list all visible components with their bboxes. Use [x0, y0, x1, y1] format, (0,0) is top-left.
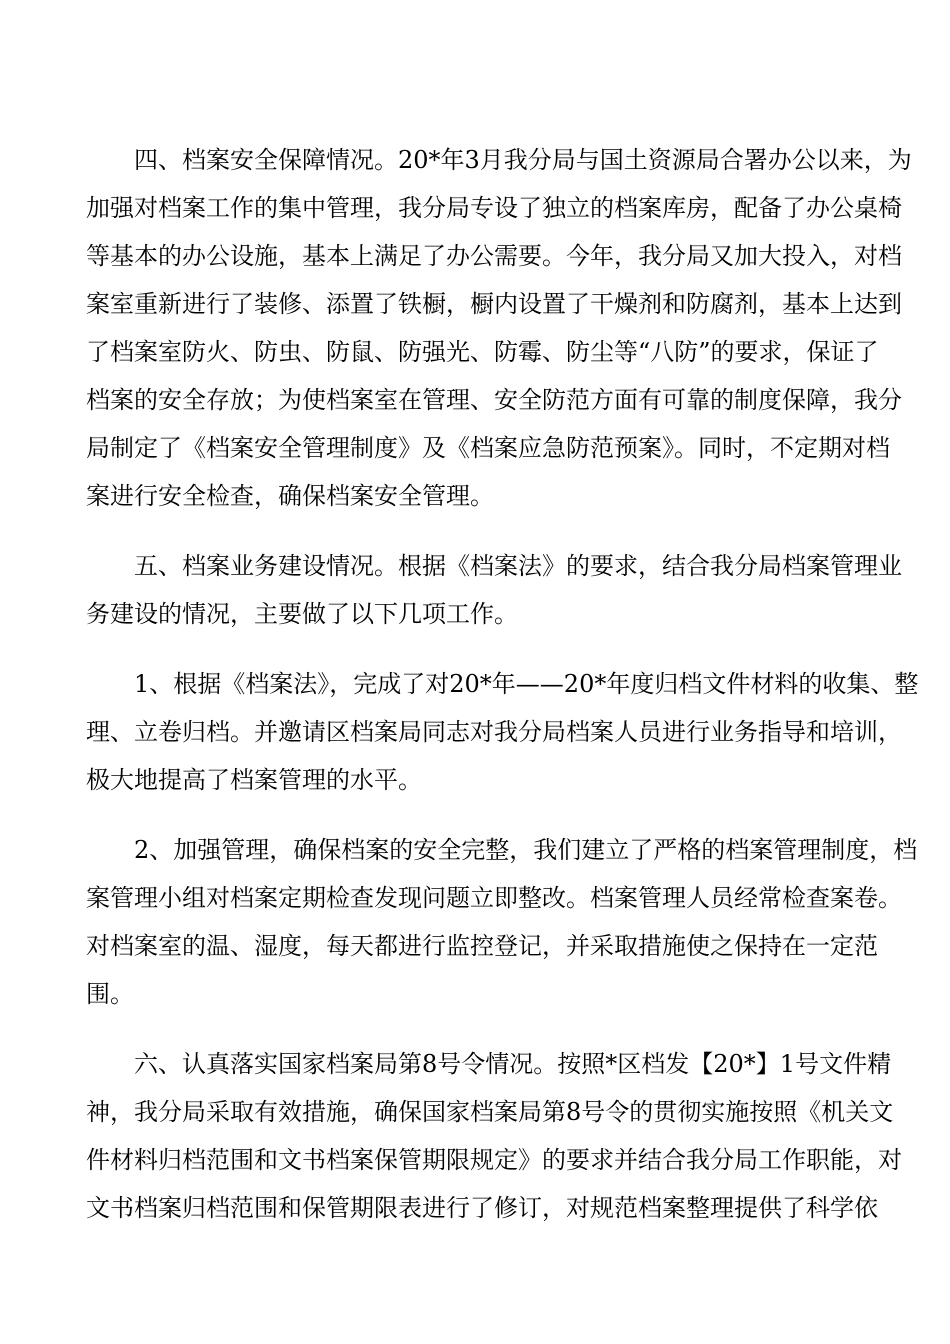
- text-line: 理、立卷归档。并邀请区档案局同志对我分局档案人员进行业务指导和培训，: [86, 718, 902, 746]
- text-line: 神，我分局采取有效措施，确保国家档案局第8号令的贯彻实施按照《机关文: [86, 1098, 894, 1126]
- paragraph-item-1: [86, 660, 919, 804]
- text-line: 等基本的办公设施，基本上满足了办公需要。今年，我分局又加大投入，对档: [86, 242, 902, 270]
- text-line: 四、档案安全保障情况。20*年3月我分局与国土资源局合署办公以来，为: [134, 146, 912, 174]
- text-line: 六、认真落实国家档案局第8号令情况。按照*区档发【20*】1号文件精: [134, 1050, 892, 1078]
- text-line: 案进行安全检查，确保档案安全管理。: [86, 482, 494, 510]
- text-line: 对档案室的温、湿度，每天都进行监控登记，并采取措施使之保持在一定范: [86, 932, 878, 960]
- text-line: 局制定了《档案安全管理制度》及《档案应急防范预案》。同时，不定期对档: [86, 434, 890, 462]
- text-line: 档案的安全存放；为使档案室在管理、安全防范方面有可靠的制度保障，我分: [86, 386, 902, 414]
- text-line: 1、根据《档案法》，完成了对20*年——20*年度归档文件材料的收集、整: [134, 670, 919, 698]
- text-line: 文书档案归档范围和保管期限表进行了修订，对规范档案整理提供了科学依: [86, 1194, 878, 1222]
- paragraph-order-8: [86, 1040, 902, 1232]
- text-line: 了档案室防火、防虫、防鼠、防强光、防霉、防尘等“八防”的要求，保证了: [86, 338, 879, 366]
- text-line: 围。: [86, 980, 134, 1008]
- text-line: 务建设的情况，主要做了以下几项工作。: [86, 600, 518, 628]
- text-line: 案室重新进行了装修、添置了铁橱，橱内设置了干燥剂和防腐剂，基本上达到: [86, 290, 902, 318]
- document-body: [86, 136, 919, 1254]
- text-line: 案管理小组对档案定期检查发现问题立即整改。档案管理人员经常检查案卷。: [86, 884, 902, 912]
- text-line: 件材料归档范围和文书档案保管期限规定》的要求并结合我分局工作职能，对: [86, 1146, 902, 1174]
- paragraph-archive-security: [86, 136, 912, 520]
- text-line: 加强对档案工作的集中管理，我分局专设了独立的档案库房，配备了办公桌椅: [86, 194, 902, 222]
- paragraph-item-2: [86, 826, 918, 1018]
- text-line: 2、加强管理，确保档案的安全完整，我们建立了严格的档案管理制度，档: [134, 836, 918, 864]
- text-line: 五、档案业务建设情况。根据《档案法》的要求，结合我分局档案管理业: [134, 552, 902, 580]
- text-line: 极大地提高了档案管理的水平。: [86, 766, 422, 794]
- paragraph-business-construction: [86, 542, 902, 638]
